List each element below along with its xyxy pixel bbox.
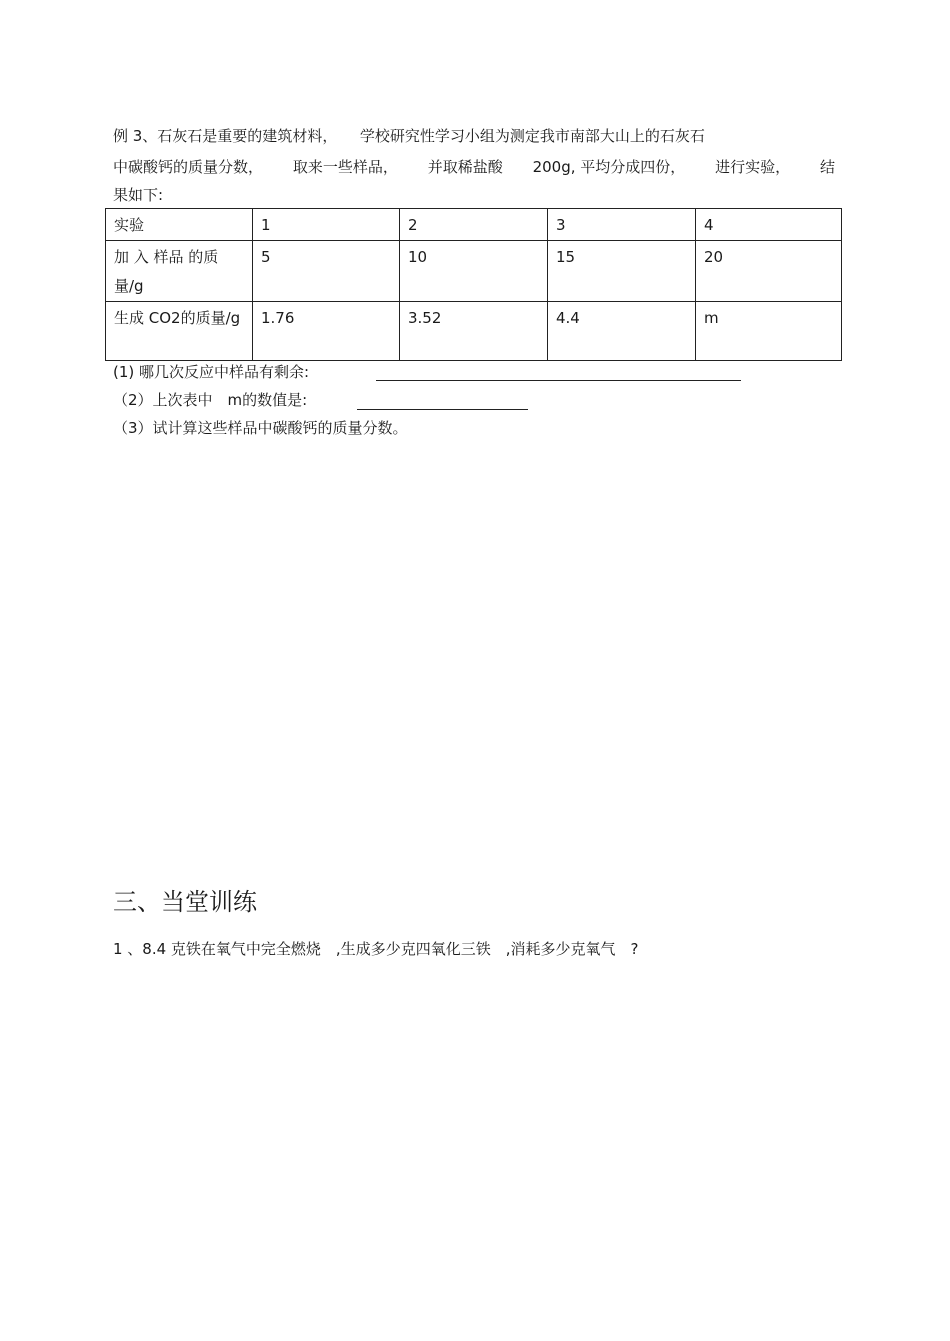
- example-line-2-part: 中碳酸钙的质量分数，: [113, 158, 264, 176]
- table-cell: 加 入 样品 的质量/g: [106, 241, 253, 302]
- section-title: 三、当堂训练: [113, 888, 257, 916]
- table-cell: 实验: [106, 209, 253, 241]
- table-row: [106, 209, 842, 241]
- table-cell: 3.52: [400, 302, 548, 361]
- table-cell: 4: [696, 209, 842, 241]
- table-cell: 5: [253, 241, 400, 302]
- example-line-1: 例 3、石灰石是重要的建筑材料， 学校研究性学习小组为测定我市南部大山上的石灰石: [113, 127, 705, 145]
- example-line-2-part: 进行实验，: [715, 158, 791, 176]
- table-cell: 1: [253, 209, 400, 241]
- example-line-2-part: 并取稀盐酸: [427, 158, 503, 176]
- question-2: （2）上次表中 m的数值是:: [113, 391, 308, 409]
- table-cell: 10: [400, 241, 548, 302]
- table-row: [106, 302, 842, 361]
- table-cell: 20: [696, 241, 842, 302]
- example-line-2-part: 结: [819, 158, 835, 176]
- example-line-2-part: 200g, 平均分成四份，: [532, 158, 686, 176]
- question-3: （3）试计算这些样品中碳酸钙的质量分数。: [113, 419, 408, 437]
- table-cell: 4.4: [548, 302, 696, 361]
- answer-blank-1[interactable]: [376, 380, 741, 381]
- question-1: (1) 哪几次反应中样品有剩余:: [113, 363, 310, 381]
- example-line-2: [113, 155, 835, 179]
- practice-item-1: 1 、8.4 克铁在氧气中完全燃烧 ,生成多少克四氧化三铁 ,消耗多少克氧气 ?: [113, 940, 639, 958]
- table-cell: 3: [548, 209, 696, 241]
- table-cell: 15: [548, 241, 696, 302]
- example-line-2-part: 取来一些样品，: [292, 158, 398, 176]
- answer-blank-2[interactable]: [357, 409, 528, 410]
- table-cell: m: [696, 302, 842, 361]
- table-cell: 2: [400, 209, 548, 241]
- table-row: [106, 241, 842, 302]
- table-cell: 1.76: [253, 302, 400, 361]
- table-cell: 生成 CO2的质量/g: [106, 302, 253, 361]
- experiment-table: [105, 208, 842, 361]
- example-line-3: 果如下:: [113, 186, 164, 204]
